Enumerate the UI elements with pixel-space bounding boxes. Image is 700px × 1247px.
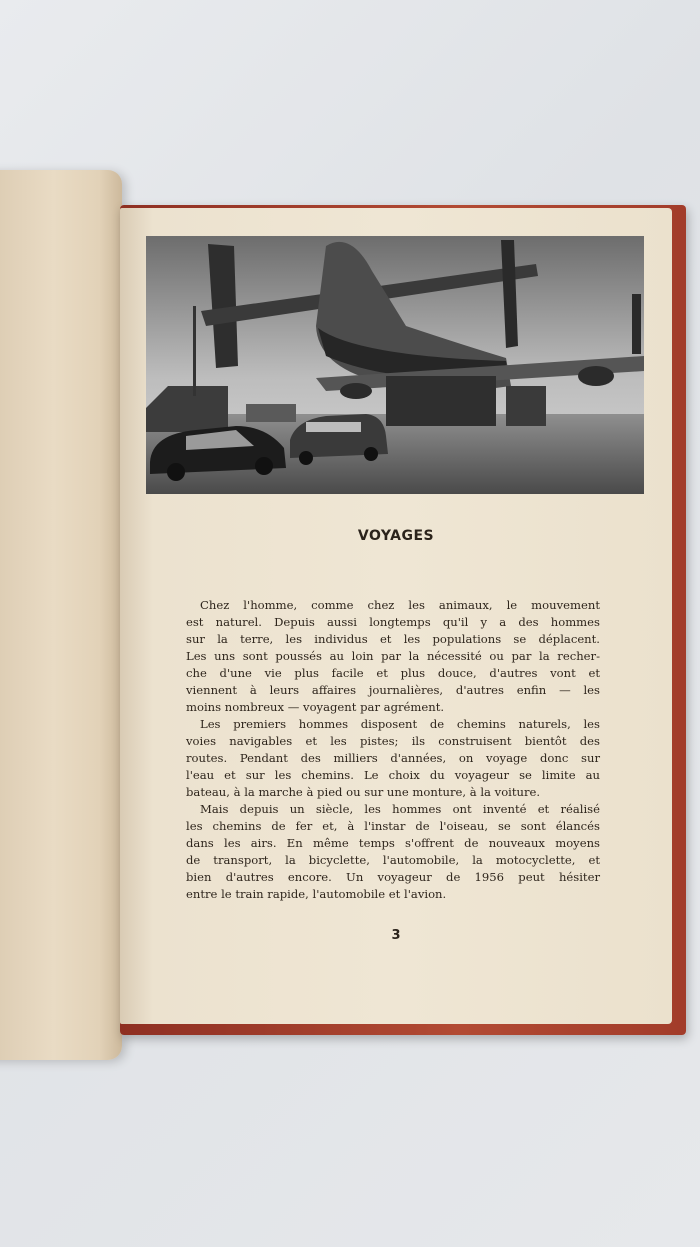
airport-photo	[146, 236, 644, 494]
text-line: Chez l'homme, comme chez les animaux, le mouvement	[200, 598, 600, 612]
text-line: est naturel. Depuis aussi longtemps qu'il y a des hommes	[186, 615, 600, 629]
text-line: sur la terre, les individus et les populations se déplacent.	[186, 632, 600, 646]
text-line: dans les airs. En même temps s'offrent de nouveaux moyens	[186, 836, 600, 850]
airplane-photo-illustration	[146, 236, 644, 494]
text-line: moins nombreux — voyagent par agrément.	[186, 700, 445, 714]
text-line: bien d'autres encore. Un voyageur de 1956 peut hésiter	[186, 870, 600, 884]
text-line: che d'une vie plus facile et plus douce, d'autres vont et	[186, 666, 600, 680]
paragraph-3	[186, 801, 600, 903]
text-line: voies navigables et les pistes; ils construisent bientôt des	[186, 734, 600, 748]
body-text	[186, 597, 600, 903]
left-facing-page	[0, 170, 122, 1060]
page-title: VOYAGES	[357, 528, 435, 544]
book-page	[120, 208, 672, 1024]
text-line: routes. Pendant des milliers d'années, on voyage donc sur	[186, 751, 600, 765]
paragraph-1	[186, 597, 600, 716]
text-line: Les uns sont poussés au loin par la nécessité ou par la recher-	[186, 649, 600, 663]
text-line: Mais depuis un siècle, les hommes ont inventé et réalisé	[200, 802, 600, 816]
text-line: Les premiers hommes disposent de chemins naturels, les	[200, 717, 600, 731]
text-line: bateau, à la marche à pied ou sur une monture, à la voiture.	[186, 785, 541, 799]
page-number: 3	[391, 928, 401, 943]
text-line: entre le train rapide, l'automobile et l'avion.	[186, 887, 447, 901]
text-line: l'eau et sur les chemins. Le choix du voyageur se limite au	[186, 768, 600, 782]
paragraph-2	[186, 716, 600, 801]
text-line: de transport, la bicyclette, l'automobile, la motocyclette, et	[186, 853, 600, 867]
text-line: viennent à leurs affaires journalières, d'autres enfin — les	[186, 683, 600, 697]
text-line: les chemins de fer et, à l'instar de l'oiseau, se sont élancés	[186, 819, 600, 833]
